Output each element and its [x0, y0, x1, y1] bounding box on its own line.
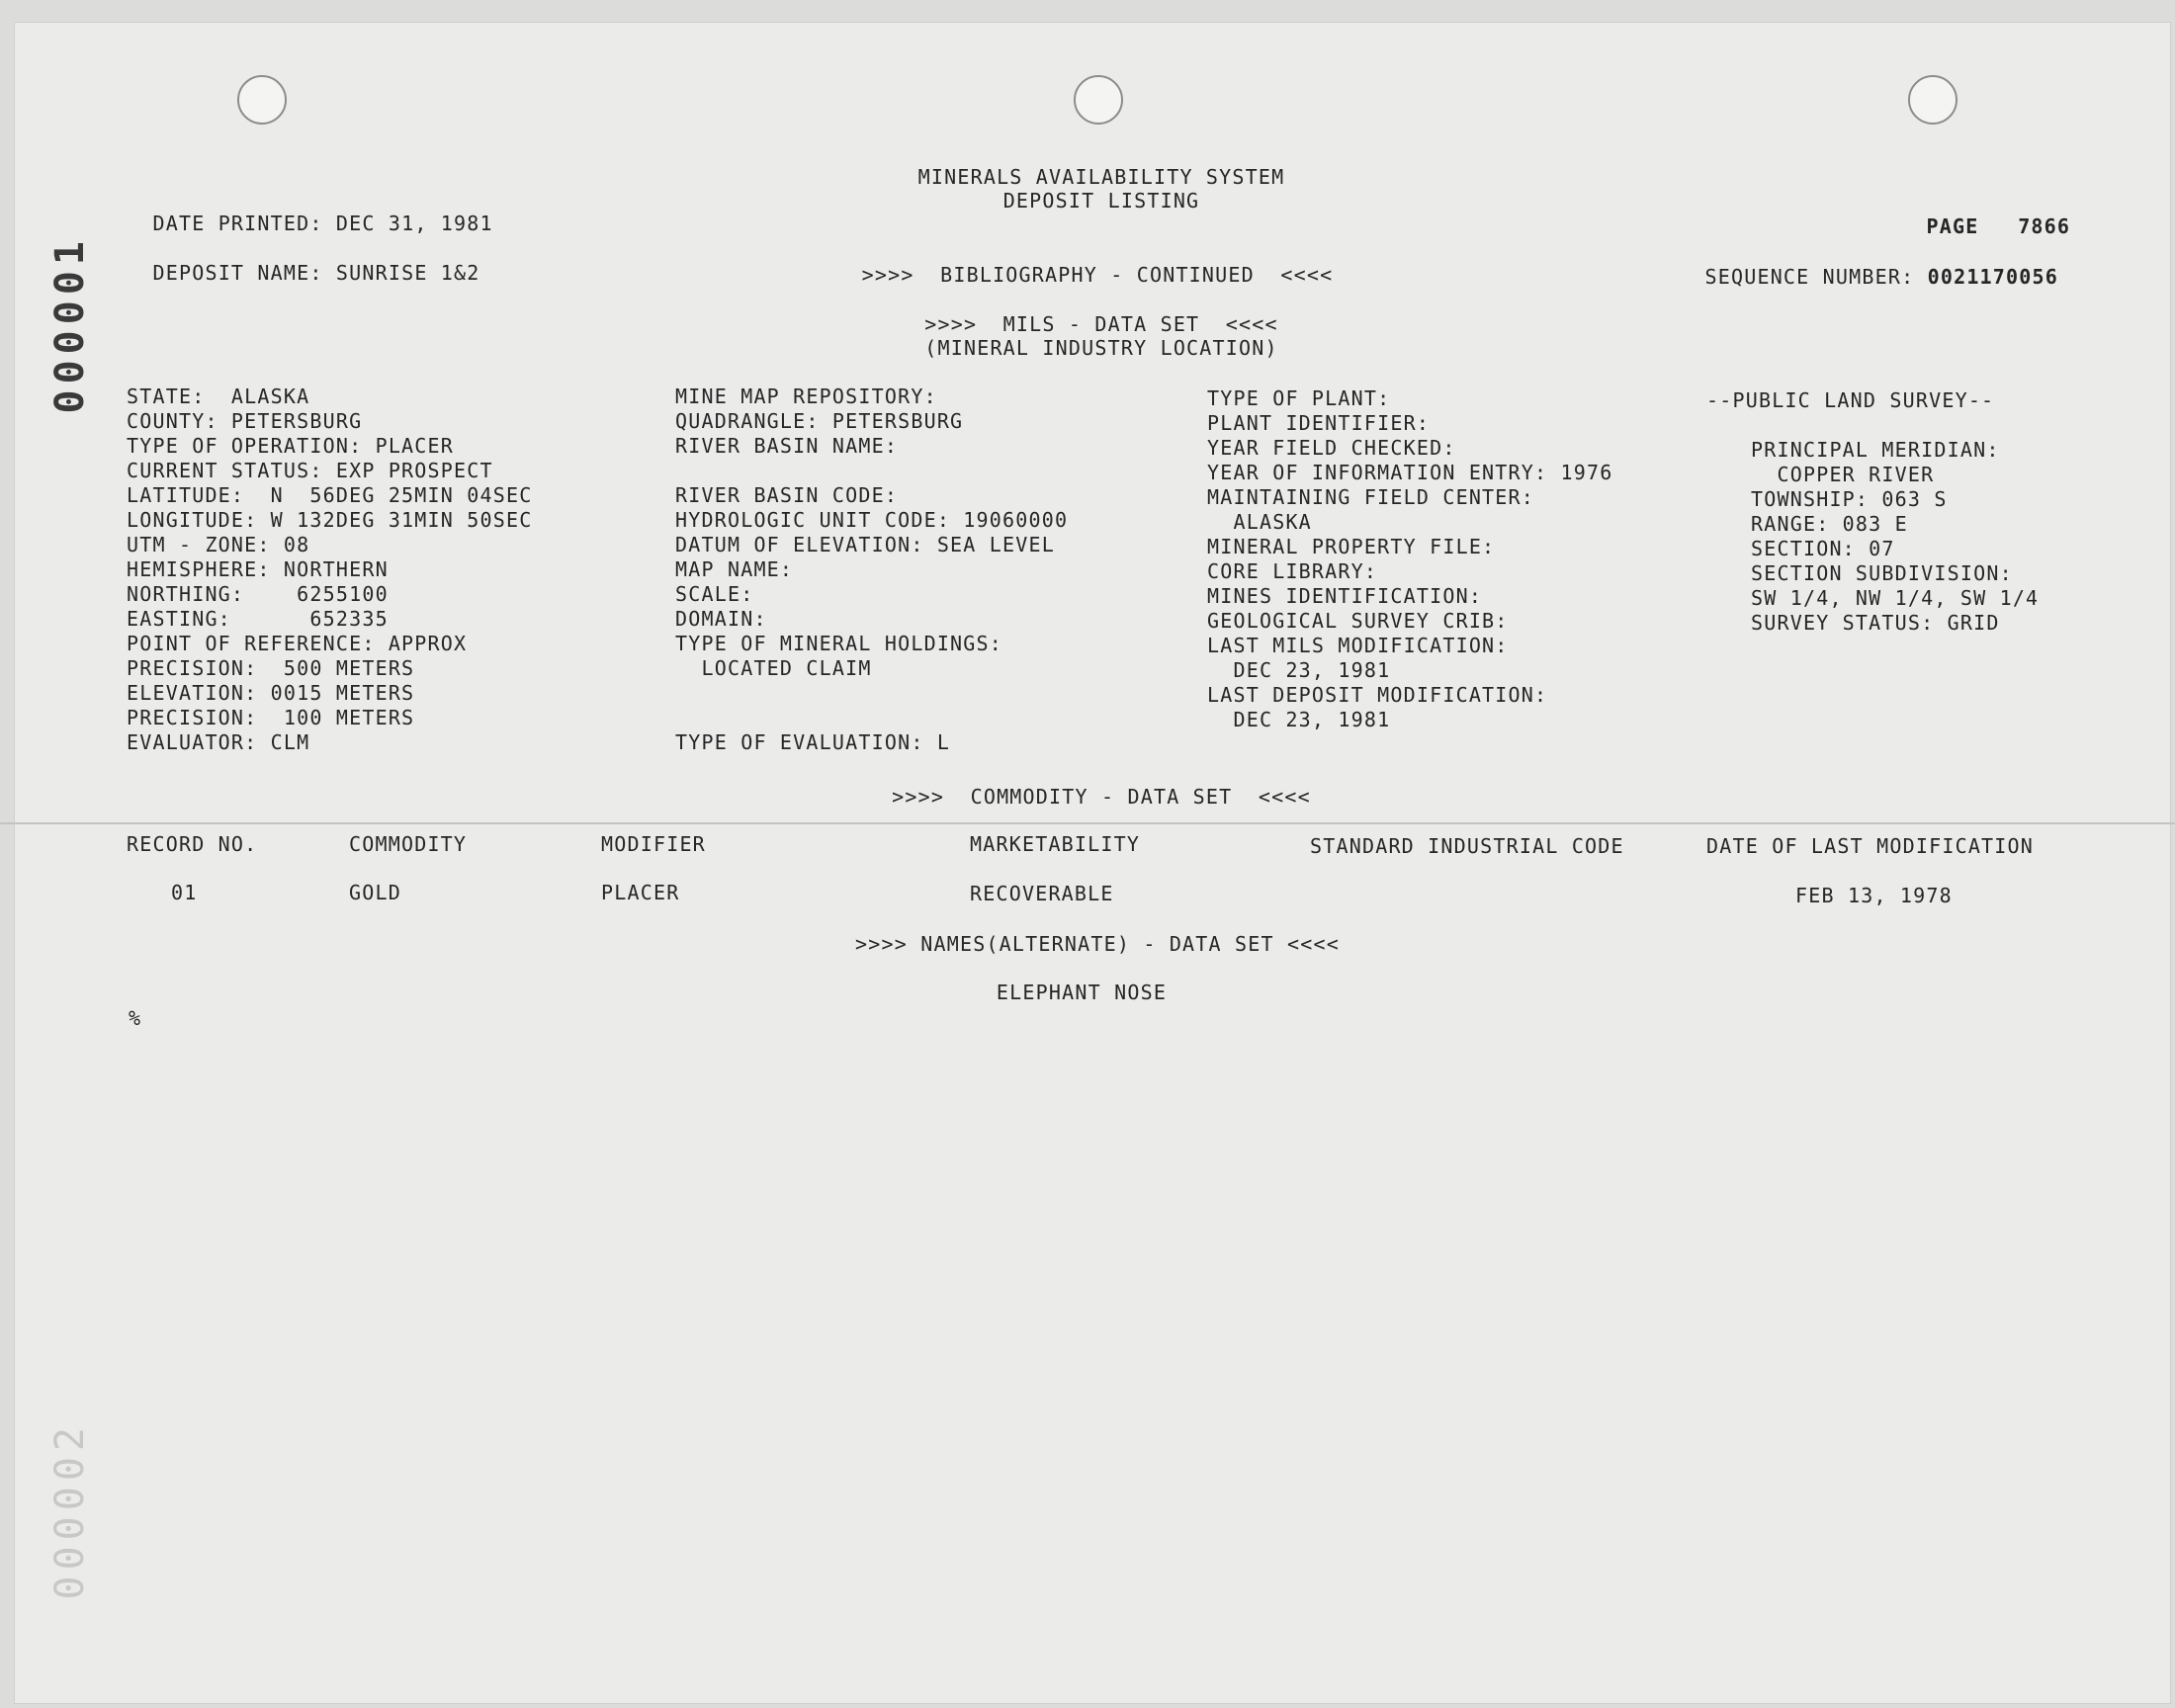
field-precision-elevation: PRECISION: 100 METERS: [127, 706, 415, 729]
field-evaluator: EVALUATOR: CLM: [127, 730, 310, 754]
section-mils-subtitle: (MINERAL INDUSTRY LOCATION): [924, 336, 1278, 360]
end-of-record-mark: %: [129, 1006, 142, 1030]
field-section-subdivision: SECTION SUBDIVISION:: [1751, 561, 2013, 585]
field-longitude: LONGITUDE: W 132DEG 31MIN 50SEC: [127, 508, 533, 532]
deposit-name: [127, 237, 480, 285]
field-maintaining-field-center-value: ALASKA: [1207, 510, 1312, 534]
field-easting: EASTING: 652335: [127, 607, 389, 631]
field-latitude: LATITUDE: N 56DEG 25MIN 04SEC: [127, 483, 533, 507]
punch-hole-center: [1074, 75, 1123, 125]
table-cell-marketability: RECOVERABLE: [970, 882, 1114, 905]
table-header-marketability: MARKETABILITY: [970, 832, 1141, 856]
field-year-information-entry: YEAR OF INFORMATION ENTRY: 1976: [1207, 461, 1613, 484]
punch-hole-left: [237, 75, 287, 125]
field-state: STATE: ALASKA: [127, 384, 310, 408]
table-cell-record-no: 01: [171, 881, 198, 904]
section-names-alternate: >>>> NAMES(ALTERNATE) - DATA SET <<<<: [855, 932, 1340, 956]
field-hydrologic-unit-code: HYDROLOGIC UNIT CODE: 19060000: [675, 508, 1069, 532]
table-cell-commodity: GOLD: [349, 881, 401, 904]
sequence-number: [1679, 241, 2058, 289]
section-commodity: >>>> COMMODITY - DATA SET <<<<: [892, 785, 1311, 809]
microfiche-frame-number-bottom: 000002: [47, 1421, 93, 1600]
field-elevation: ELEVATION: 0015 METERS: [127, 681, 415, 705]
field-quadrangle: QUADRANGLE: PETERSBURG: [675, 409, 964, 433]
punch-hole-right: [1908, 75, 1958, 125]
field-point-of-reference: POINT OF REFERENCE: APPROX: [127, 632, 468, 655]
date-printed-value: DEC 31, 1981: [335, 212, 493, 235]
field-plant-identifier: PLANT IDENTIFIER:: [1207, 411, 1431, 435]
field-type-of-plant: TYPE OF PLANT:: [1207, 386, 1391, 410]
field-last-mils-modification: LAST MILS MODIFICATION:: [1207, 634, 1509, 657]
date-printed: [127, 188, 493, 235]
field-mine-map-repository: MINE MAP REPOSITORY:: [675, 384, 937, 408]
field-section: SECTION: 07: [1751, 537, 1895, 560]
field-principal-meridian: PRINCIPAL MERIDIAN:: [1751, 438, 2000, 462]
page-label: PAGE: [1926, 214, 1979, 238]
field-datum-of-elevation: DATUM OF ELEVATION: SEA LEVEL: [675, 533, 1055, 556]
field-map-name: MAP NAME:: [675, 557, 794, 581]
field-last-deposit-modification-value: DEC 23, 1981: [1207, 708, 1391, 731]
table-header-modifier: MODIFIER: [601, 832, 706, 856]
field-section-subdivision-value: SW 1/4, NW 1/4, SW 1/4: [1751, 586, 2040, 610]
field-mines-identification: MINES IDENTIFICATION:: [1207, 584, 1483, 608]
alternate-name: ELEPHANT NOSE: [996, 981, 1168, 1004]
field-principal-meridian-value: COPPER RIVER: [1751, 463, 1935, 486]
field-type-of-operation: TYPE OF OPERATION: PLACER: [127, 434, 455, 458]
field-core-library: CORE LIBRARY:: [1207, 559, 1378, 583]
microfiche-frame-number-top: 000001: [47, 235, 93, 414]
report-subtitle: DEPOSIT LISTING: [1002, 189, 1200, 213]
field-northing: NORTHING: 6255100: [127, 582, 389, 606]
table-header-standard-industrial-code: STANDARD INDUSTRIAL CODE: [1310, 834, 1624, 858]
field-mineral-holdings-value: LOCATED CLAIM: [675, 656, 872, 680]
table-cell-date-last-modification: FEB 13, 1978: [1795, 884, 1953, 907]
field-geological-survey-crib: GEOLOGICAL SURVEY CRIB:: [1207, 609, 1509, 633]
field-range: RANGE: 083 E: [1751, 512, 1908, 536]
field-precision-location: PRECISION: 500 METERS: [127, 656, 415, 680]
field-survey-status: SURVEY STATUS: GRID: [1751, 611, 2000, 635]
field-township: TOWNSHIP: 063 S: [1751, 487, 1948, 511]
field-current-status: CURRENT STATUS: EXP PROSPECT: [127, 459, 493, 482]
field-year-field-checked: YEAR FIELD CHECKED:: [1207, 436, 1456, 460]
field-maintaining-field-center: MAINTAINING FIELD CENTER:: [1207, 485, 1535, 509]
field-river-basin-code: RIVER BASIN CODE:: [675, 483, 899, 507]
report-title: MINERALS AVAILABILITY SYSTEM: [917, 165, 1285, 189]
field-hemisphere: HEMISPHERE: NORTHERN: [127, 557, 389, 581]
field-last-deposit-modification: LAST DEPOSIT MODIFICATION:: [1207, 683, 1548, 707]
field-type-of-evaluation: TYPE OF EVALUATION: L: [675, 730, 951, 754]
date-printed-label: DATE PRINTED:: [152, 212, 323, 235]
section-mils: >>>> MILS - DATA SET <<<<: [924, 312, 1278, 336]
table-cell-modifier: PLACER: [601, 881, 680, 904]
field-mineral-holdings: TYPE OF MINERAL HOLDINGS:: [675, 632, 1003, 655]
deposit-name-label: DEPOSIT NAME:: [152, 261, 323, 285]
sequence-value: 0021170056: [1927, 265, 2059, 289]
field-mineral-property-file: MINERAL PROPERTY FILE:: [1207, 535, 1496, 558]
page-value: 7866: [2018, 214, 2071, 238]
table-header-commodity: COMMODITY: [349, 832, 468, 856]
field-last-mils-modification-value: DEC 23, 1981: [1207, 658, 1391, 682]
field-river-basin-name: RIVER BASIN NAME:: [675, 434, 899, 458]
field-county: COUNTY: PETERSBURG: [127, 409, 363, 433]
field-domain: DOMAIN:: [675, 607, 767, 631]
deposit-name-value: SUNRISE 1&2: [335, 261, 480, 285]
table-header-record-no: RECORD NO.: [127, 832, 258, 856]
page-number: [1900, 191, 2070, 238]
public-land-survey-title: --PUBLIC LAND SURVEY--: [1706, 388, 1995, 412]
section-bibliography: >>>> BIBLIOGRAPHY - CONTINUED <<<<: [861, 263, 1334, 287]
table-header-date-last-modification: DATE OF LAST MODIFICATION: [1706, 834, 2035, 858]
sequence-label: SEQUENCE NUMBER:: [1704, 265, 1915, 289]
fold-line: [0, 822, 2175, 824]
field-utm-zone: UTM - ZONE: 08: [127, 533, 310, 556]
field-scale: SCALE:: [675, 582, 754, 606]
